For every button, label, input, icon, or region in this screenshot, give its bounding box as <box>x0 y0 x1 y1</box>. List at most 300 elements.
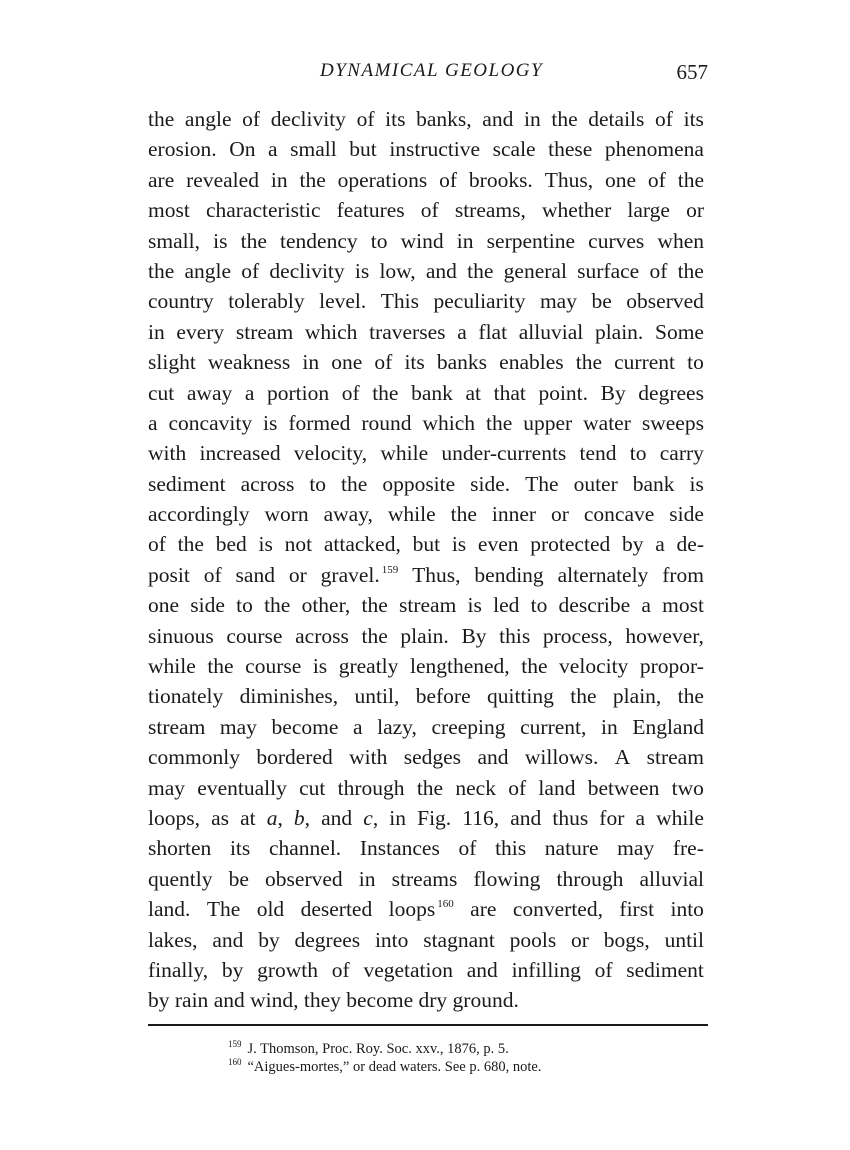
italic-letter: c <box>363 805 373 830</box>
text-line <box>148 560 704 590</box>
word: flat <box>478 319 508 344</box>
word: the <box>148 258 175 283</box>
word: dry <box>418 988 448 1013</box>
word: declivity <box>269 258 345 283</box>
word: away, <box>323 502 373 527</box>
word: which <box>422 410 476 435</box>
word: weakness <box>207 350 291 375</box>
word: in <box>270 167 288 192</box>
word: this <box>499 623 531 648</box>
word: in <box>456 228 474 253</box>
word: while <box>380 441 429 466</box>
italic-letter: b <box>293 805 305 830</box>
word: away <box>186 380 233 405</box>
word: or <box>686 198 704 223</box>
word: The <box>525 471 559 496</box>
word: lengthened, <box>409 654 510 679</box>
word: sweeps <box>641 410 704 435</box>
word: point. <box>538 380 589 405</box>
word: increased <box>199 441 281 466</box>
word: streams, <box>454 198 526 223</box>
word: may <box>539 289 577 314</box>
word: in <box>148 319 165 344</box>
word: most <box>148 198 190 223</box>
word: may <box>617 836 655 861</box>
word: of <box>420 198 439 223</box>
word: upper <box>523 410 573 435</box>
word: tionately <box>148 684 224 709</box>
word: degrees <box>638 380 704 405</box>
word: across <box>295 623 349 648</box>
word: is <box>467 593 482 618</box>
word: and <box>212 927 244 952</box>
text-line <box>148 590 704 620</box>
word: side <box>669 502 704 527</box>
word: the <box>177 532 204 557</box>
word: stream <box>399 593 457 618</box>
text-line <box>148 803 704 833</box>
text-line <box>148 681 704 711</box>
word: the <box>467 258 494 283</box>
word: general <box>503 258 567 283</box>
word: Fig. <box>417 805 452 830</box>
word: By <box>461 623 487 648</box>
word: cut <box>148 380 175 405</box>
word: Some <box>655 319 704 344</box>
word: in <box>302 350 320 375</box>
word: the <box>486 410 513 435</box>
word: the <box>240 228 267 253</box>
text-line <box>148 286 704 316</box>
word: bogs, <box>603 927 650 952</box>
word: is <box>451 532 467 557</box>
word: this <box>495 836 527 861</box>
text-line <box>148 712 704 742</box>
word: by <box>622 532 644 557</box>
word: accordingly <box>148 502 250 527</box>
word: and <box>510 805 542 830</box>
word: erosion. <box>148 137 217 162</box>
word: small, <box>148 228 200 253</box>
word: quitting <box>486 684 554 709</box>
word: and <box>477 745 509 770</box>
word: neck <box>455 775 496 800</box>
word: to <box>236 593 253 618</box>
word: flowing <box>473 866 541 891</box>
word: small <box>290 137 337 162</box>
word: surface <box>577 258 640 283</box>
word: bending <box>474 562 544 587</box>
word: is <box>354 258 370 283</box>
word: lakes, <box>148 927 198 952</box>
word: its <box>385 107 406 131</box>
text-line <box>148 651 704 681</box>
word: commonly <box>148 745 240 770</box>
word: portion <box>266 380 330 405</box>
word: be <box>228 866 249 891</box>
word: b, <box>293 805 311 830</box>
word: instructive <box>389 137 481 162</box>
word: the <box>341 471 368 496</box>
word: by <box>258 927 280 952</box>
word: c, <box>363 805 379 830</box>
word: not <box>284 532 313 557</box>
footnote <box>228 1058 648 1076</box>
word: may <box>148 775 186 800</box>
word: the <box>299 167 326 192</box>
word: or <box>571 927 589 952</box>
word: Instances <box>359 836 440 861</box>
word: a <box>244 380 255 405</box>
word: tendency <box>280 228 358 253</box>
word: a <box>352 714 363 739</box>
word: details <box>588 107 645 131</box>
word: bank <box>411 380 453 405</box>
word: in <box>389 805 407 830</box>
word: streams <box>391 866 458 891</box>
word: when <box>657 228 704 253</box>
footnotes <box>228 1040 648 1076</box>
word: sinuous <box>148 623 214 648</box>
word: of <box>242 107 261 131</box>
word: stream <box>148 714 206 739</box>
word: most <box>662 593 704 618</box>
word: enables <box>499 350 564 375</box>
word: characteristic <box>205 198 321 223</box>
word: the <box>677 684 704 709</box>
word: the <box>207 654 234 679</box>
word: at <box>465 380 481 405</box>
word: however, <box>625 623 704 648</box>
word: the <box>416 775 444 800</box>
word: through <box>556 866 624 891</box>
word: of <box>356 107 375 131</box>
word: across <box>240 471 295 496</box>
word: of <box>439 167 458 192</box>
word: de- <box>676 532 704 557</box>
word: and <box>482 107 514 131</box>
word: finally, <box>148 957 209 982</box>
word: nature <box>544 836 599 861</box>
word: wind <box>400 228 444 253</box>
word: stream <box>646 745 704 770</box>
text-line <box>148 773 704 803</box>
text-line <box>148 529 704 559</box>
footnote-text: “Aigues-mortes,” or dead waters. See p. 680, note. <box>247 1059 542 1075</box>
word: of <box>374 350 393 375</box>
word: under-currents <box>441 441 567 466</box>
word: features <box>336 198 405 223</box>
text-line <box>148 408 704 438</box>
word: propor- <box>639 654 704 679</box>
text-line <box>148 347 704 377</box>
word: sediment <box>626 957 704 982</box>
word: old <box>256 897 285 922</box>
word: stagnant <box>423 927 495 952</box>
word: traverses <box>369 319 446 344</box>
word: from <box>662 562 704 587</box>
word: alluvial <box>639 866 704 891</box>
word: tolerably <box>228 289 305 314</box>
word: low, <box>379 258 416 283</box>
running-title: DYNAMICAL GEOLOGY <box>320 60 544 81</box>
word: deserted <box>300 897 373 922</box>
word: until, <box>354 684 400 709</box>
text-line <box>148 864 704 894</box>
word: into <box>670 897 704 922</box>
footnote-mark: 160 <box>228 1057 242 1067</box>
word: are <box>148 167 175 192</box>
word: process, <box>542 623 613 648</box>
word: which <box>304 319 358 344</box>
word: but <box>349 137 377 162</box>
word: at <box>240 805 256 830</box>
word: alternately <box>557 562 649 587</box>
word: until <box>664 927 704 952</box>
word: degrees <box>294 927 361 952</box>
word: bordered <box>256 745 333 770</box>
word: these <box>548 137 593 162</box>
word: 116, <box>462 805 500 830</box>
word: in <box>600 714 618 739</box>
word: or <box>288 562 307 587</box>
word: the <box>450 502 477 527</box>
word: quently <box>148 866 213 891</box>
word: are <box>470 897 497 922</box>
word: sand <box>235 562 275 587</box>
word: pools <box>509 927 557 952</box>
word: of <box>594 957 613 982</box>
word: current, <box>520 714 587 739</box>
word: peculiarity <box>433 289 526 314</box>
word: observed <box>265 866 343 891</box>
text-line <box>148 833 704 863</box>
word: first <box>619 897 655 922</box>
word: bank <box>632 471 675 496</box>
text-line <box>148 469 704 499</box>
word: the <box>575 350 603 375</box>
word: revealed <box>186 167 259 192</box>
word: a <box>148 410 158 435</box>
word: inner <box>491 502 537 527</box>
word: but <box>412 532 441 557</box>
word: into <box>374 927 409 952</box>
word: while <box>148 654 196 679</box>
word: diminishes, <box>239 684 339 709</box>
word: banks <box>436 350 488 375</box>
word: round <box>361 410 412 435</box>
word: between <box>587 775 660 800</box>
word: its <box>404 350 425 375</box>
word: its <box>229 836 251 861</box>
text-line <box>148 621 704 651</box>
word: two <box>671 775 704 800</box>
word: of <box>655 107 673 131</box>
word: of <box>458 836 477 861</box>
word: observed <box>626 289 704 314</box>
word: of <box>341 380 360 405</box>
text-line <box>148 226 704 256</box>
word: level. <box>319 289 367 314</box>
word: worn <box>264 502 309 527</box>
page-number: 657 <box>676 60 708 84</box>
footnote-mark: 159 <box>228 1039 242 1049</box>
word: a, <box>266 805 283 830</box>
word: a <box>655 532 665 557</box>
word: plain. <box>594 319 644 344</box>
text-line <box>148 165 704 195</box>
word: that <box>493 380 526 405</box>
word: to <box>530 593 548 618</box>
word: may <box>219 714 257 739</box>
word: every <box>176 319 225 344</box>
footnote-ref[interactable]: 160 <box>437 898 454 911</box>
word: land. <box>148 897 191 922</box>
word: carry <box>659 441 704 466</box>
word: led <box>493 593 520 618</box>
word: in <box>358 866 376 891</box>
word: to <box>629 441 647 466</box>
word: in <box>523 107 541 131</box>
word: On <box>229 137 256 162</box>
word: channel. <box>268 836 342 861</box>
word: brooks. <box>468 167 533 192</box>
word: even <box>477 532 519 557</box>
word: become <box>271 714 339 739</box>
word: By <box>600 380 626 405</box>
text-line <box>148 256 704 286</box>
word: side <box>190 593 225 618</box>
word: one <box>148 593 180 618</box>
word: the <box>361 593 388 618</box>
word: become <box>346 988 414 1013</box>
word: through <box>337 775 405 800</box>
word: to <box>309 471 327 496</box>
word: the <box>677 167 704 192</box>
word: side. <box>470 471 511 496</box>
word: the <box>264 593 291 618</box>
word: banks, <box>416 107 472 131</box>
word: rain <box>174 988 209 1013</box>
word: tend <box>579 441 617 466</box>
text-line <box>148 894 704 924</box>
word: course <box>226 623 283 648</box>
word: formed <box>288 410 351 435</box>
word: the <box>521 654 548 679</box>
word: sedges <box>403 745 462 770</box>
word: velocity, <box>293 441 368 466</box>
word: stream <box>235 319 294 344</box>
word: concavity <box>168 410 253 435</box>
word: a <box>641 593 651 618</box>
word: posit <box>148 562 190 587</box>
word: while <box>656 805 704 830</box>
text-line <box>148 134 704 164</box>
word: by <box>221 957 244 982</box>
word: sediment <box>148 471 226 496</box>
text-line <box>148 104 704 134</box>
text-line <box>148 378 704 408</box>
word: country <box>148 289 214 314</box>
word: loops $^{160}$ <box>388 897 454 922</box>
word: a <box>457 319 467 344</box>
word: and <box>321 805 353 830</box>
word: of <box>241 258 260 283</box>
body-text <box>148 104 704 1016</box>
word: angle <box>184 258 232 283</box>
word: to <box>687 350 704 375</box>
word: bed <box>215 532 247 557</box>
word: alluvial <box>518 319 584 344</box>
word: the <box>570 684 597 709</box>
page-header <box>148 60 708 90</box>
word: curves <box>588 228 645 253</box>
word: the <box>361 623 388 648</box>
word: creeping <box>431 714 506 739</box>
text-line <box>148 438 704 468</box>
word: cut <box>299 775 326 800</box>
word: a <box>268 137 278 162</box>
word: The <box>206 897 241 922</box>
word: a <box>635 805 645 830</box>
word: wind, <box>250 988 299 1013</box>
word: course <box>245 654 302 679</box>
word: converted, <box>512 897 603 922</box>
word: other, <box>301 593 351 618</box>
word: phenomena <box>604 137 704 162</box>
text-line <box>148 195 704 225</box>
word: they <box>303 988 341 1013</box>
word: and <box>213 988 245 1013</box>
word: with <box>148 441 187 466</box>
footnote-ref[interactable]: 159 <box>381 563 399 576</box>
word: of <box>203 562 222 587</box>
italic-letter: a <box>266 805 278 830</box>
word: to <box>370 228 388 253</box>
word: as <box>211 805 229 830</box>
word: greatly <box>338 654 399 679</box>
word: fre- <box>672 836 704 861</box>
word: operations <box>337 167 428 192</box>
word: one <box>331 350 363 375</box>
word: lazy, <box>377 714 417 739</box>
word: gravel. $^{159}$ <box>320 562 399 587</box>
word: loops, <box>148 805 200 830</box>
word: plain, <box>612 684 662 709</box>
word: is <box>689 471 704 496</box>
word: the <box>372 380 399 405</box>
word: scale <box>492 137 536 162</box>
word: ground. <box>452 988 519 1013</box>
word: plain. <box>400 623 449 648</box>
word: of <box>331 957 350 982</box>
word: water <box>583 410 631 435</box>
word: of <box>649 258 668 283</box>
word: slight <box>148 350 196 375</box>
word: This <box>380 289 420 314</box>
word: current <box>614 350 676 375</box>
text-line <box>148 925 704 955</box>
word: shorten <box>148 836 212 861</box>
footnote-rule <box>148 1024 708 1026</box>
word: or <box>551 502 569 527</box>
footnote <box>228 1040 648 1058</box>
text-line <box>148 955 704 985</box>
word: is <box>258 532 273 557</box>
word: outer <box>573 471 618 496</box>
word: be <box>591 289 612 314</box>
word: vegetation <box>363 957 454 982</box>
